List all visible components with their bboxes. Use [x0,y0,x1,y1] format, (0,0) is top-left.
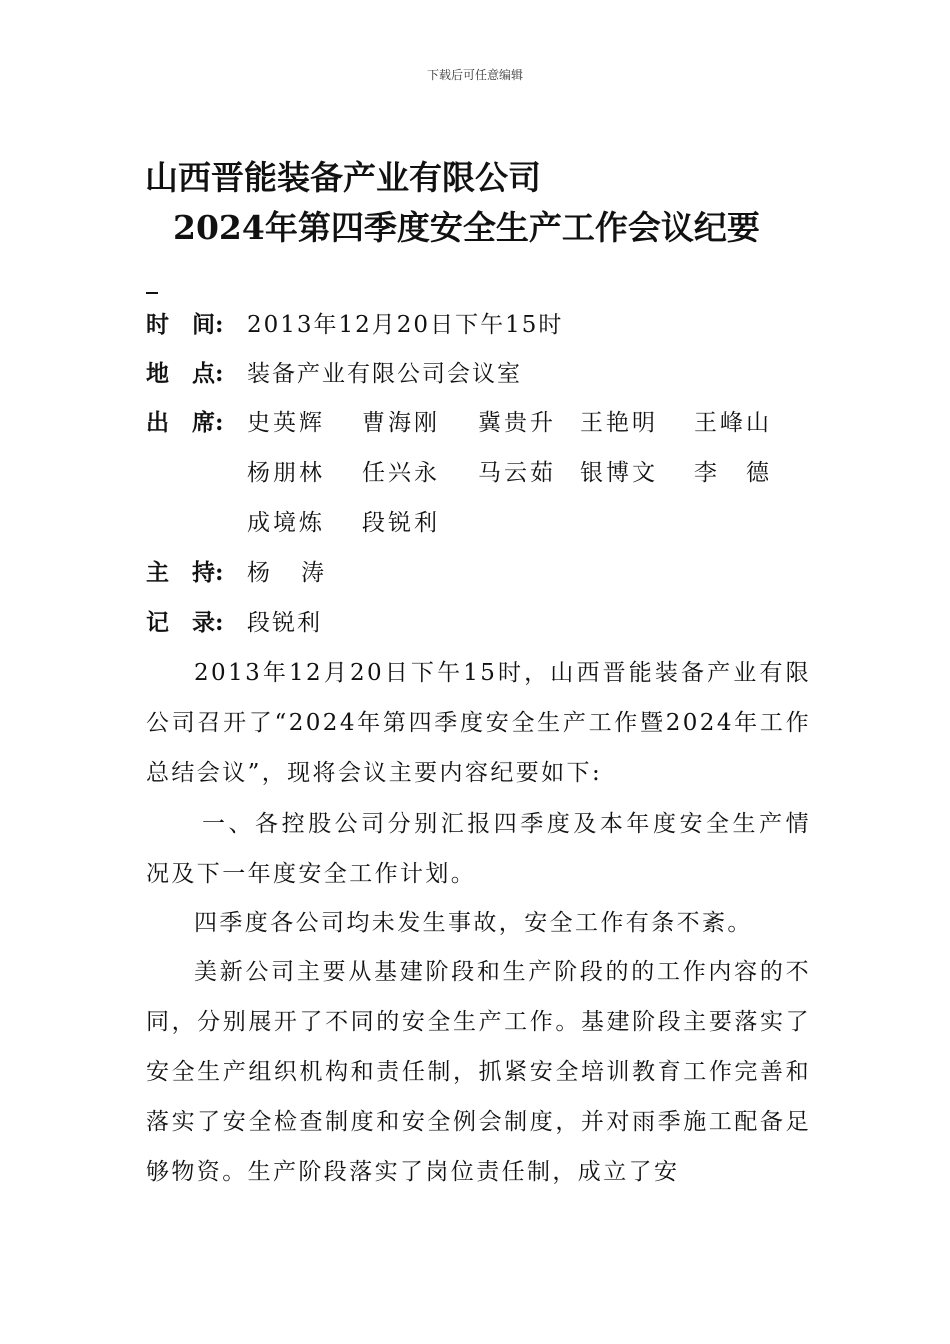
attendee-name: 曹海刚 [362,410,440,436]
time-value: 2013年12月20日下午15时 [247,312,564,338]
attendee-name: 史英辉 [247,410,325,436]
body-paragraph: 四季度各公司均未发生事故，安全工作有条不紊。 [194,910,753,936]
section-heading-paragraph: 一、各控股公司分别汇报四季度及本年度安全生产情况及下一年度安全工作计划。 [146,811,811,887]
place-label: 地 点: [146,360,224,387]
body-paragraph: 美新公司主要从基建阶段和生产阶段的的工作内容的不同，分别展开了不同的安全生产工作。基建阶段主要落实了安全生产组织机构和责任制，抓紧安全培训教育工作完善和落实了安全检查制度和安全例会制度，并对雨季施工配备足够物资。生产阶段落实了岗位责任制，成立了安 [146,959,811,1185]
recorder-value: 段锐利 [247,610,322,636]
attendee-name: 任兴永 [362,460,440,486]
attendee-name: 王艳明 [580,410,658,436]
attendee-name: 冀贵升 [478,410,556,436]
recorder-label: 记 录: [146,609,224,636]
document-title-line-1: 山西晋能装备产业有限公司 [145,158,541,197]
attendees-label: 出 席: [146,409,224,436]
host-label: 主 持: [146,559,224,586]
attendee-name: 马云茹 [478,460,556,486]
attendee-name: 银博文 [580,460,658,486]
attendee-name: 杨朋林 [247,460,325,486]
attendee-name: 段锐利 [362,510,440,536]
attendee-name: 成境炼 [247,510,325,536]
place-value: 装备产业有限公司会议室 [247,361,522,387]
attendee-name: 李 德 [694,460,772,486]
attendee-name: 王峰山 [694,410,772,436]
time-label: 时 间: [146,311,224,338]
document-title-line-2: 2024年第四季度安全生产工作会议纪要 [173,208,760,247]
separator-mark [146,292,158,294]
host-value: 杨 涛 [247,560,328,586]
page-header-note: 下载后可任意编辑 [426,68,523,82]
body-paragraph: 2013年12月20日下午15时，山西晋能装备产业有限公司召开了“2024年第四季度安全生产工作暨2024年工作总结会议”，现将会议主要内容纪要如下: [146,660,811,786]
